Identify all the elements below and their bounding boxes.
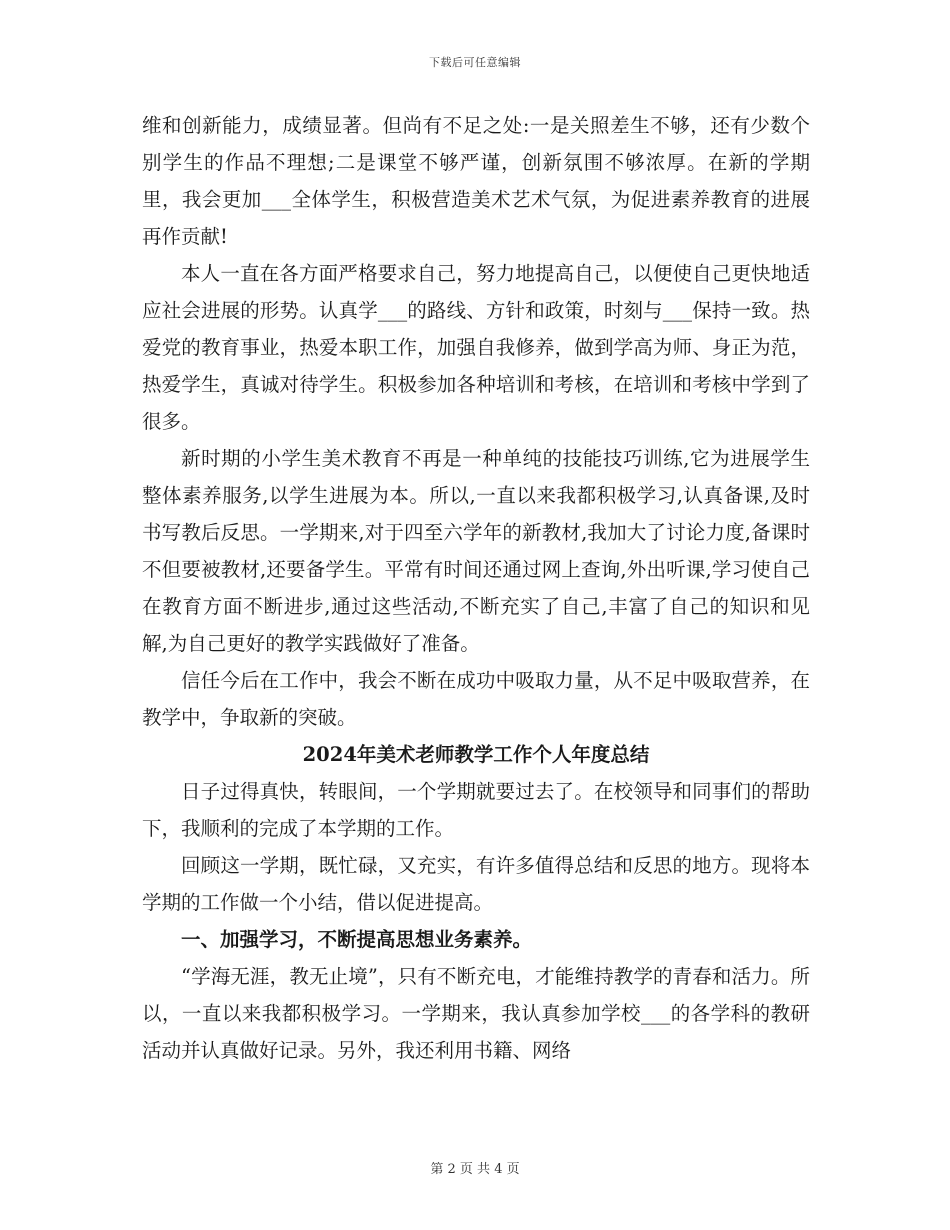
section-title: 2024年美术老师教学工作个人年度总结 xyxy=(302,743,650,766)
page-footer: 第 2 页 共 4 页 xyxy=(430,1162,520,1177)
paragraph-4: 信任今后在工作中，我会不断在成功中吸取力量，从不足中吸取营养，在教学中，争取新的突破。 xyxy=(142,669,810,729)
document-body xyxy=(142,107,810,1069)
subheading-1: 一、加强学习，不断提高思想业务素养。 xyxy=(181,928,533,951)
paragraph-1: 维和创新能力，成绩显著。但尚有不足之处:一是关照差生不够，还有少数个别学生的作品不理想;二是课堂不够严谨，创新氛围不够浓厚。在新的学期里，我会更加___全体学生，积极营造美术艺术气氛，为促进素养教育的进展再作贡献! xyxy=(142,114,810,248)
paragraph-6: 回顾这一学期，既忙碌，又充实，有许多值得总结和反思的地方。现将本学期的工作做一个小结，借以促进提高。 xyxy=(142,854,810,914)
page-header: 下载后可任意编辑 xyxy=(429,56,521,69)
paragraph-3: 新时期的小学生美术教育不再是一种单纯的技能技巧训练,它为进展学生整体素养服务,以学生进展为本。所以,一直以来我都积极学习,认真备课,及时书写教后反思。一学期来,对于四至六学年的新教材,我加大了讨论力度,备课时不但要被教材,还要备学生。平常有时间还通过网上查询,外出听课,学习使自己在教育方面不断进步,通过这些活动,不断充实了自己,丰富了自己的知识和见解,为自己更好的教学实践做好了准备。 xyxy=(142,447,810,655)
paragraph-7: “学海无涯，教无止境”，只有不断充电，才能维持教学的青春和活力。所以，一直以来我都积极学习。一学期来，我认真参加学校___的各学科的教研活动并认真做好记录。另外，我还利用书籍、网络 xyxy=(142,965,810,1062)
paragraph-2: 本人一直在各方面严格要求自己，努力地提高自己，以便使自己更快地适应社会进展的形势。认真学___的路线、方针和政策，时刻与___保持一致。热爱党的教育事业，热爱本职工作，加强自我修养，做到学高为师、身正为范，热爱学生，真诚对待学生。积极参加各种培训和考核，在培训和考核中学到了很多。 xyxy=(142,262,810,433)
paragraph-5: 日子过得真快，转眼间，一个学期就要过去了。在校领导和同事们的帮助下，我顺利的完成了本学期的工作。 xyxy=(142,780,810,840)
